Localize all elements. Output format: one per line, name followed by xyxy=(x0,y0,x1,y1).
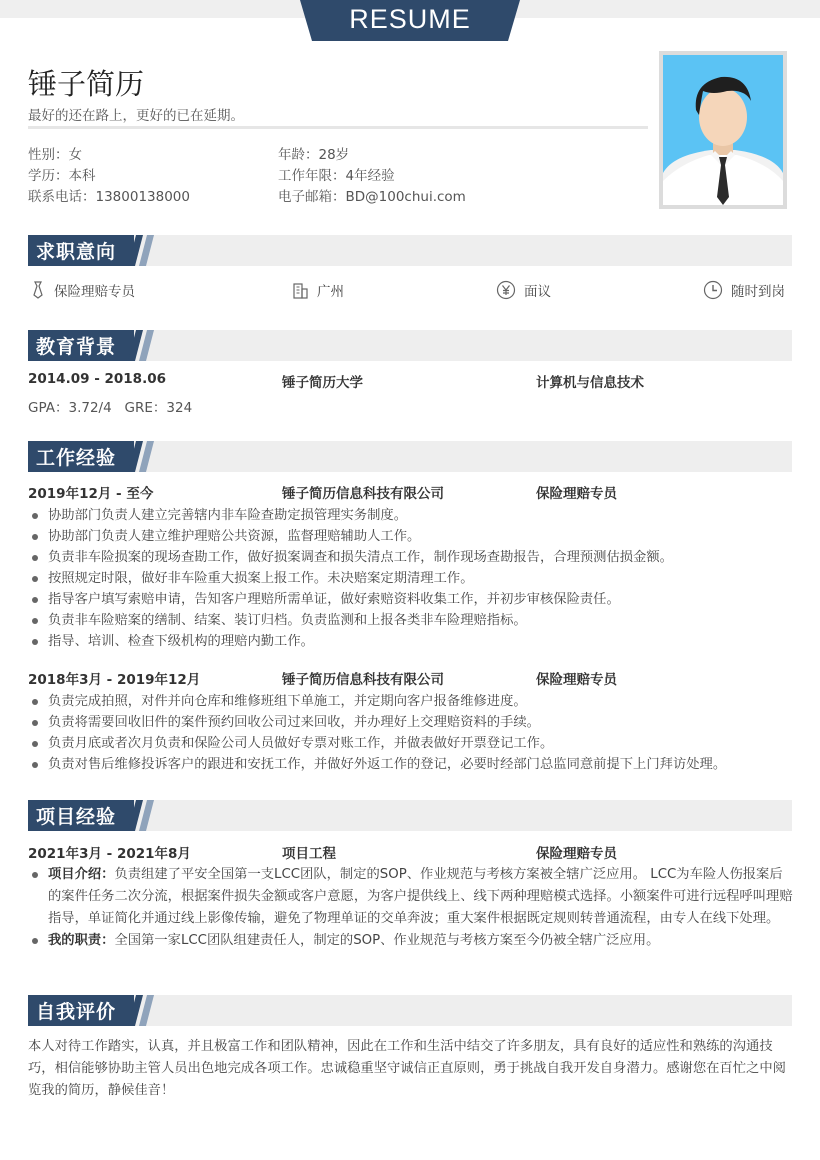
tie-icon xyxy=(30,281,46,299)
education-scores: GPA：3.72/4 GRE：324 xyxy=(28,400,193,416)
section-label xyxy=(28,441,134,472)
work-duties xyxy=(28,691,726,775)
intent-position xyxy=(30,280,135,300)
list-item: 指导、培训、检查下级机构的理赔内勤工作。 xyxy=(28,631,673,652)
intent-availability xyxy=(703,280,785,300)
avatar xyxy=(663,55,783,205)
avatar-illustration xyxy=(663,55,783,205)
list-item: 负责非车险赔案的缮制、结案、装订归档。负责监测和上报各类非车险理赔指标。 xyxy=(28,610,673,631)
work-duties xyxy=(28,505,673,652)
section-title: 教育背景 xyxy=(36,336,117,358)
work-company: 锤子简历信息科技有限公司 xyxy=(282,672,444,688)
project-intro-text: 负责组建了平安全国第一支LCC团队，制定的SOP、作业规范与考核方案被全辖广泛应用。 LCC为车险人伤报案后的案件任务二次分流，根据案件损失金额或客户意愿，为客户提供线上、线下两种理赔模式选择。小额案件可进行远程呼叫理赔指导，单证简化并通过线上影像传输，避免了物理单证的交单奔波；重大案件根据既定规则转普通流程，由专人在线下处理。 xyxy=(48,867,793,926)
work-role: 保险理赔专员 xyxy=(536,486,617,502)
project-duty-text: 全国第一家LCC团队组建责任人，制定的SOP、作业规范与考核方案至今仍被全辖广泛应用。 xyxy=(114,933,660,948)
section-decoration xyxy=(128,995,162,1026)
email: 电子邮箱：BD@100chui.com xyxy=(278,189,466,205)
project-intro-label: 项目介绍： xyxy=(48,867,115,882)
work-years: 工作年限：4年经验 xyxy=(278,168,395,184)
list-item: 按照规定时限，做好非车险重大损案上报工作。未决赔案定期清理工作。 xyxy=(28,568,673,589)
clock-icon xyxy=(703,280,723,300)
education-school: 锤子简历大学 xyxy=(282,375,363,391)
work-company: 锤子简历信息科技有限公司 xyxy=(282,486,444,502)
section-title: 工作经验 xyxy=(36,447,117,469)
project-duty xyxy=(28,930,794,952)
intent-salary-label: 面议 xyxy=(524,284,551,300)
section-label xyxy=(28,235,134,266)
intent-city xyxy=(292,280,344,300)
project-period: 2021年3月 - 2021年8月 xyxy=(28,846,191,862)
section-title: 自我评价 xyxy=(36,1001,117,1023)
list-item: 负责完成拍照，对件并向仓库和维修班组下单施工，并定期向客户报备维修进度。 xyxy=(28,691,726,712)
work-role: 保险理赔专员 xyxy=(536,672,617,688)
project-intro xyxy=(28,864,794,930)
project-duty-label: 我的职责： xyxy=(48,933,115,948)
section-label xyxy=(28,995,134,1026)
list-item: 指导客户填写索赔申请，告知客户理赔所需单证，做好索赔资料收集工作，并初步审核保险责任。 xyxy=(28,589,673,610)
self-evaluation: 本人对待工作踏实，认真，并且极富工作和团队精神，因此在工作和生活中结交了许多朋友，具有良好的适应性和熟练的沟通技巧，相信能够协助主管人员出色地完成各项工作。忠诚稳重坚守诚信正直原则，勇于挑战自我开发自身潜力。感谢您在百忙之中阅览我的简历，静候佳音！ xyxy=(28,1039,786,1098)
list-item: 负责非车险损案的现场查勘工作，做好损案调查和损失清点工作，制作现场查勘报告，合理预测估损金额。 xyxy=(28,547,673,568)
intent-availability-label: 随时到岗 xyxy=(731,284,785,300)
work-period: 2019年12月 - 至今 xyxy=(28,486,154,502)
section-header-intent xyxy=(28,235,792,266)
age: 年龄：28岁 xyxy=(278,147,350,163)
section-label xyxy=(28,330,134,361)
section-header-work xyxy=(28,441,792,472)
section-decoration xyxy=(128,800,162,831)
resume-banner-text: RESUME xyxy=(349,4,471,34)
education-period: 2014.09 - 2018.06 xyxy=(28,371,166,387)
section-header-self xyxy=(28,995,792,1026)
list-item: 负责将需要回收旧件的案件预约回收公司过来回收，并办理好上交理赔资料的手续。 xyxy=(28,712,726,733)
project-name: 项目工程 xyxy=(282,846,336,862)
list-item: 协助部门负责人建立完善辖内非车险查勘定损管理实务制度。 xyxy=(28,505,673,526)
project-details xyxy=(28,864,794,952)
list-item: 负责月底或者次月负责和保险公司人员做好专票对账工作，并做表做好开票登记工作。 xyxy=(28,733,726,754)
intent-position-label: 保险理赔专员 xyxy=(54,284,135,300)
education-level: 学历：本科 xyxy=(28,168,96,184)
resume-banner xyxy=(300,0,520,41)
work-period: 2018年3月 - 2019年12月 xyxy=(28,672,201,688)
list-item: 负责对售后维修投诉客户的跟进和安抚工作，并做好外返工作的登记，必要时经部门总监同意前提下上门拜访处理。 xyxy=(28,754,726,775)
building-icon xyxy=(292,282,309,299)
section-decoration xyxy=(128,441,162,472)
phone: 联系电话：13800138000 xyxy=(28,189,190,205)
motto: 最好的还在路上，更好的已在延期。 xyxy=(28,108,244,124)
list-item: 协助部门负责人建立维护理赔公共资源，监督理赔辅助人工作。 xyxy=(28,526,673,547)
section-label xyxy=(28,800,134,831)
section-title: 求职意向 xyxy=(36,241,117,263)
section-decoration xyxy=(128,330,162,361)
section-header-education xyxy=(28,330,792,361)
education-major: 计算机与信息技术 xyxy=(536,375,644,391)
intent-salary xyxy=(496,280,551,300)
intent-city-label: 广州 xyxy=(317,284,344,300)
section-title: 项目经验 xyxy=(36,806,117,828)
section-decoration xyxy=(128,235,162,266)
section-header-project xyxy=(28,800,792,831)
divider xyxy=(28,126,648,129)
project-role: 保险理赔专员 xyxy=(536,846,617,862)
candidate-name: 锤子简历 xyxy=(28,67,145,101)
yen-icon xyxy=(496,280,516,300)
gender: 性别：女 xyxy=(28,147,82,163)
